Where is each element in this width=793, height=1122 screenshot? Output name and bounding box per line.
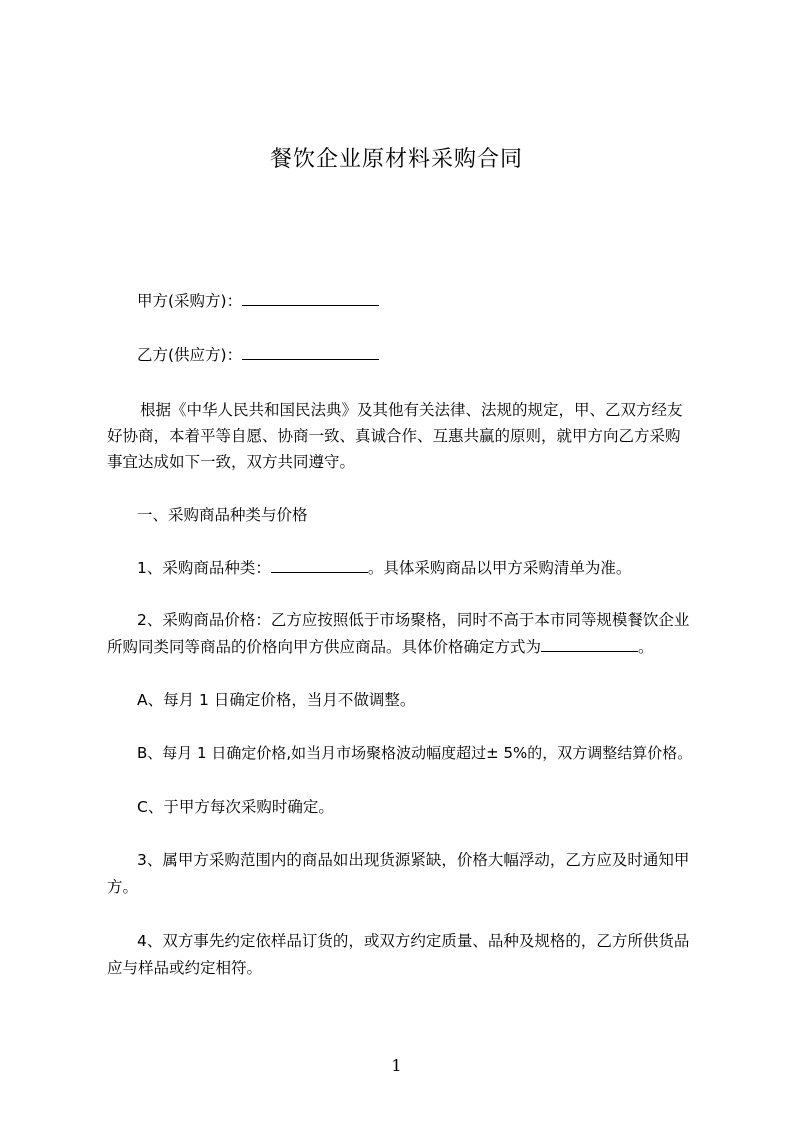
clause-1-blank: [271, 558, 368, 573]
clause-2-line-2-suffix: 。: [638, 638, 654, 656]
clause-1: [137, 558, 631, 578]
party-b-label: 乙方(供应方)：: [137, 346, 243, 364]
clause-2-line-2: [107, 637, 654, 657]
preamble-line-1: 根据《中华人民共和国民法典》及其他有关法律、法规的规定，甲、乙双方经友: [140, 401, 683, 419]
clause-1-prefix: 1、采购商品种类：: [137, 559, 271, 577]
clause-2-line-1: 2、采购商品价格：乙方应按照低于市场聚格，同时不高于本市同等规模餐饮企业: [137, 611, 690, 629]
clause-3-line-1: 3、属甲方采购范围内的商品如出现货源紧缺，价格大幅浮动，乙方应及时通知甲: [137, 851, 690, 869]
clause-3-line-2: 方。: [107, 878, 139, 896]
party-a-label: 甲方(采购方)：: [137, 292, 243, 310]
clause-1-suffix: 。具体采购商品以甲方采购清单为准。: [367, 559, 632, 577]
clause-4-line-2: 应与样品或约定相符。: [107, 959, 263, 977]
option-a: A、每月 1 日确定价格，当月不做调整。: [137, 691, 416, 709]
party-b-line: [137, 345, 379, 365]
party-b-blank: [242, 345, 379, 360]
option-c: C、于甲方每次采购时确定。: [137, 798, 334, 816]
preamble-line-2: 好协商，本着平等自愿、协商一致、真诚合作、互惠共赢的原则，就甲方向乙方采购: [107, 427, 681, 445]
clause-2-blank: [541, 637, 638, 652]
option-b: B、每月 1 日确定价格,如当月市场聚格波动幅度超过± 5%的，双方调整结算价格。: [137, 744, 693, 762]
clause-4-line-1: 4、双方事先约定依样品订货的，或双方约定质量、品种及规格的，乙方所供货品: [137, 932, 690, 950]
document-title: 餐饮企业原材料采购合同: [269, 147, 523, 172]
party-a-blank: [242, 291, 379, 306]
section1-heading: 一、采购商品种类与价格: [137, 506, 308, 524]
clause-2-line-2-prefix: 所购同类同等商品的价格向甲方供应商品。具体价格确定方式为: [107, 638, 542, 656]
preamble-line-3: 事宜达成如下一致，双方共同遵守。: [107, 453, 356, 471]
party-a-line: [137, 291, 379, 311]
page-number: 1: [391, 1056, 402, 1075]
